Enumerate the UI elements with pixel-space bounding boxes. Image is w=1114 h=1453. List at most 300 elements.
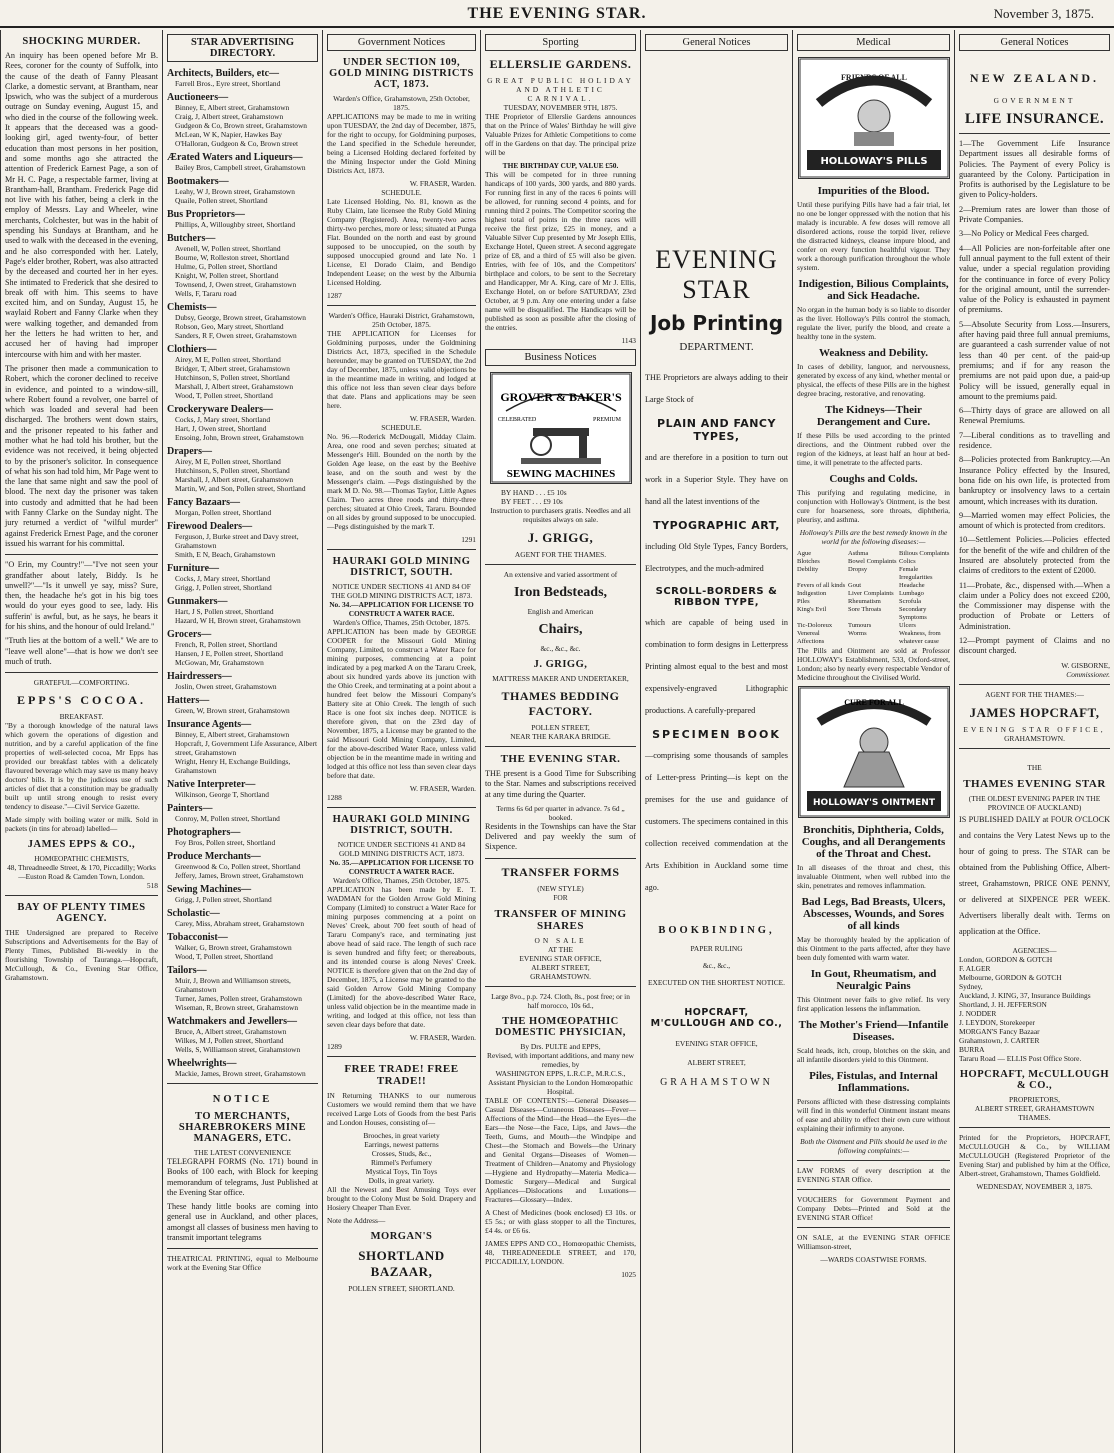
free-trade-text: IN Returning THANKS to our numerous Customers we would remind them that we have received Large Lots of Goods from the best Paris and London Houses, consisting of— [327, 1091, 476, 1127]
hopcraft-town: GRAHAMSTOWN [660, 1077, 773, 1088]
job-printing-title: Job Printing [649, 311, 784, 335]
impurities-text: Until these purifying Pills have had a fair trial, let no one be longer oppressed with the notion that his malady is incurable. A few doses will remove all disordered actions, rouse the torpid liver, relieve the distracted kidneys, cleanse impure blood, and confer on every function healthful vigour. They work a thorough purification throughout the whole system. [797, 200, 950, 272]
disease-item: Bilious Complaints [899, 550, 950, 557]
grigg-name: J. GRIGG, [527, 530, 594, 545]
column-3 [322, 30, 480, 1453]
free-trade-note: Note the Address— [327, 1216, 386, 1225]
directory-category: Gunmakers— [167, 596, 228, 607]
grigg-maker: MATTRESS MAKER AND UNDERTAKER, [492, 674, 629, 683]
insurance-item: 10—Settlement Policies.—Policies effected for the benefit of the wife and children of the Insured are absolutely protected from the claims of creditors to the extent of £2000. [959, 535, 1110, 576]
homoeopathic-author: WASHINGTON EPPS, L.R.C.P., M.R.C.S., [495, 1068, 626, 1078]
directory-entry: Ensoing, John, Brown street, Grahamstown [175, 433, 304, 442]
insurance-item: 6—Thirty days of grace are allowed on all Renewal Premiums. [959, 406, 1110, 426]
job-printing-text-5: —comprising some thousands of samples of Letter-press Printing—is kept on the premises for the use and guidance of customers. The specimens contained in this collection received commendation at the Arts Exhibition in Auckland some time ago. [645, 751, 788, 892]
directory-entry: Cocks, J, Mary street, Shortland [175, 574, 271, 583]
directory-category: Wheelwrights— [167, 1058, 237, 1069]
on-sale: ON SALE, at the EVENING STAR OFFICE Williamson-street, [797, 1233, 950, 1251]
mothers-friend-text: Scald heads, itch, croup, blotches on the skin, and all infantile disorders yield to this Ointment. [797, 1046, 950, 1064]
cocoa-subtitle: BREAKFAST. [59, 712, 104, 722]
gov-notice-2-sign: W. FRASER, Warden. [409, 414, 476, 423]
business-notices-header: Business Notices [485, 349, 636, 366]
directory-category: Tobacconist— [167, 932, 228, 943]
grigg-chairs: Chairs, [538, 622, 583, 637]
bronchitis-text: In all diseases of the throat and chest, this invaluable Ointment, when well rubbed into the skin, penetrates and removes inflammation. [797, 863, 950, 890]
directory-entry: McGowan, Mr, Grahamstown [175, 658, 264, 667]
insurance-item: 2—Premium rates are lower than those of Private Companies. [959, 204, 1110, 225]
insurance-item: 7—Liberal conditions as to travelling and residence. [959, 430, 1110, 451]
homoeopathic-title: THE HOMŒOPATHIC DOMESTIC PHYSICIAN, [495, 1015, 626, 1038]
bronchitis-title: Bronchitis, Diphtheria, Colds, Coughs, and all Derangements of the Throat and Chest. [801, 824, 946, 860]
schedule-1-label: SCHEDULE. [381, 188, 422, 197]
theatrical-printing: THEATRICAL PRINTING, equal to Melbourne work at the Evening Star Office [167, 1254, 318, 1273]
cocoa-tagline: GRATEFUL—COMFORTING. [33, 678, 130, 688]
insurance-item: 9—Married women may effect Policies, the amount of which is protected from creditors. [959, 510, 1110, 531]
agent-name: JAMES HOPCRAFT, [969, 704, 1100, 720]
disease-list [797, 550, 950, 646]
gov-notice-1-office: Warden's Office, Grahamstown, 25th October, 1875. [333, 94, 470, 112]
coughs-text: This purifying and regulating medicine, in conjunction with Holloway's Ointment, is the best cure for hoarseness, sore throats, diphtheria, pleurisy, and asthma. [797, 488, 950, 524]
pills-label: HOLLOWAY'S PILLS [819, 156, 928, 167]
directory-entry: Binney, E, Albert street, Grahamstown [175, 103, 290, 112]
directory-category: Drapers— [167, 446, 212, 457]
disease-item: Bowel Complaints [848, 558, 897, 565]
directory-entry: Wood, T, Pollen street, Shortland [175, 391, 273, 400]
disease-item: Sore Throats [848, 606, 882, 613]
column-1 [0, 30, 162, 1453]
agency-item: MORGAN'S Fancy Bazaar [959, 1026, 1040, 1036]
agencies-title: AGENCIES— [1012, 945, 1057, 955]
sewing-instructions: Instruction to purchasers gratis. Needles and all requisites always on sale. [490, 506, 631, 524]
directory-entry: Bruce, A, Albert street, Grahamstown [175, 1027, 287, 1036]
indigestion-text: No organ in the human body is so liable to disorder as the liver. Holloway's Pills control the stomach, regulate the liver, purify the blood, and create a healthy tone in the system. [797, 305, 950, 341]
disease-item: Female Irregularities [899, 566, 933, 581]
weakness-text: In cases of debility, languor, and nervousness, generated by excess of any kind, whether mental or physical, the effects of these Pills are in the highest degree bracing, restorative, and renovating. [797, 362, 950, 398]
hopcraft-office: EVENING STAR OFFICE, [675, 1039, 758, 1048]
disease-item: Rheumatism [848, 598, 881, 605]
sewing-machine-label-1: GROVER & BAKER'S [499, 390, 622, 404]
job-printing-scroll: SCROLL-BORDERS & RIBBON TYPE, [655, 586, 778, 608]
directory-entry: Conroy, M, Pollen street, Shortland [175, 814, 280, 823]
cocoa-title: EPPS'S COCOA. [16, 693, 146, 708]
directory-entry: Green, W, Brown street, Grahamstown [175, 706, 290, 715]
insurance-sign: W. GISBORNE, [1061, 660, 1110, 670]
gov-notice-1-sign: W. FRASER, Warden. [409, 179, 476, 188]
gov-notice-1-number: 1287 [327, 291, 342, 300]
disease-item: Weakness, from whatever cause [899, 630, 941, 645]
job-printing-plain: PLAIN AND FANCY TYPES, [657, 417, 776, 443]
directory-entry: Knight, W, Pollen street, Shortland [175, 271, 279, 280]
job-printing-dept: DEPARTMENT. [679, 341, 754, 353]
murder-paragraph-2: The prisoner then made a communication to Robert, which the coroner declined to receive in evidence, and pointed to a window-sill, where Robert found a revolver, one barrel of which was loaded and several had been discharged. The brothers went down stairs, and the prisoner repeated to his father and mother what he had told his brother, but the evidence was not received, it being objected to by the prisoner's solicitor. In consequence of what his son had told him, Mr Page went to the lane that same night and saw the pool of blood. The next day the prisoner was taken into custody and admitted that he had been with Fanny Clarke on the Sunday night. The jury returned a verdict of "wilful murder" against Frederick Ernest Page, and the coroner issued his warrant for his committal. [5, 363, 158, 548]
general-notices-header: General Notices [645, 34, 788, 51]
disease-item: Scrofula [899, 598, 922, 605]
disease-item: Tumours [848, 622, 872, 629]
directory-category: Native Interpreter— [167, 779, 256, 790]
directory-category: Furniture— [167, 563, 220, 574]
bop-title: BAY OF PLENTY TIMES AGENCY. [17, 902, 146, 925]
free-trade-text-2: All the Newest and Best Amusing Toys ever brought to the Colony Must be Sold. Drapery and Hosiery Cheaper Than Ever. [327, 1185, 476, 1212]
disease-item: Blotches [797, 558, 820, 565]
directory-entry: Mackie, James, Brown street, Grahamstown [175, 1069, 306, 1078]
gov-notice-3-title: HAURAKI GOLD MINING DISTRICT, SOUTH. [332, 556, 471, 578]
directory-entry: Robson, Geo, Mary street, Shortland [175, 322, 284, 331]
directory-entry: Jeffery, James, Brown street, Grahamstown [175, 871, 304, 880]
grigg-agent: AGENT FOR THE THAMES. [514, 550, 607, 559]
job-printing-typo: TYPOGRAPHIC ART, [653, 519, 780, 532]
directory-entry: Greenwood & Co, Pollen street, Shortland [175, 862, 301, 871]
gov-notice-1-schedule: Late Licensed Holding, No. 81, known as the Ruby Claim, late licensee the Ruby Gold Mining Company (Registered). Area, twenty-two acres thirty-two perches, more or less; situated at Punga Flat. Bounded on the north and east by ground supposed to be unoccupied, on the south by supposed unoccupied ground and late No. 1 License, El Dorado Claim, and Bendigo Independent Lease; on the west by the Alburnia Licensed Holding. [327, 197, 476, 287]
disease-item: Venereal Affections [797, 630, 825, 645]
transfer-forms-sale: ON SALE [534, 935, 587, 945]
directory-category: Grocers— [167, 629, 212, 640]
column-4 [480, 30, 640, 1453]
ellerslie-date: TUESDAY, NOVEMBER 9TH, 1875. [503, 103, 618, 112]
transfer-forms-street: ALBERT STREET, [531, 962, 590, 972]
ointment-label: HOLLOWAY'S OINTMENT [812, 798, 935, 808]
hopcraft-street: ALBERT STREET, [687, 1058, 746, 1067]
directory-entry: Foy Bros, Pollen street, Shortland [175, 838, 276, 847]
transfer-forms-for: FOR [553, 892, 568, 902]
life-insurance-title: LIFE INSURANCE. [964, 111, 1105, 127]
gov-notices-header: Government Notices [327, 34, 476, 51]
cocoa-firm-sub: HOMŒOPATHIC CHEMISTS, [34, 854, 129, 864]
directory-entry: Bailey Bros, Campbell street, Grahamstown [175, 163, 306, 172]
gov-notice-2-text: THE APPLICATION for Licenses for Goldmining purposes, under the Goldmining Districts Act, 1873, specified in the Schedule hereunder, may be granted on TUESDAY, the 2nd day of December, 1875, unless valid objections be in the meantime made in writing, and lodged at this office not less than seven clear days before that date. Plans and applications may be seen here. [327, 329, 476, 410]
directory-entry: Hutchinson, S, Pollen street, Shortland [175, 466, 290, 475]
job-printing-text-4: which are capable of being used in combination to form designs in Letterpress Printing almost equal to the best and most expensively-engraved Lithographic productions. A carefully-prepared [645, 618, 788, 715]
homoeopathic-contents: TABLE OF CONTENTS:—General Diseases—Casual Diseases—Cutaneous Diseases—Fever—Affections of the Mind—the Head—the Eyes—the Ears—the Nose—the Face, Lips, and Jaws—the Teeth, Gums, and Mouth—the Windpipe and Chest—the Stomach and Bowels—the Urinary and Genital Organs—Diseases of Women—Treatment of Children—Anatomy and Physiology—Hygiene and Hydropathy—Materia Medica—Domestic Surgery—Medical and Surgical Appliances—Dislocations and Luxations—Fractures—Glossary—Index. [485, 1095, 636, 1204]
directory-header: STAR ADVERTISING DIRECTORY. [167, 34, 318, 62]
insurance-item: 5—Absolute Security from Loss.—Insurers, after having paid three full annual premiums, are guaranteed a cash surrender value of not less than 40 per cent. of the paid-up premiums; and if for any reason the premiums are not paid upon due, a paid-up Policy will be issued, generally equal in amount to the premiums paid. [959, 319, 1110, 401]
directory-category: Architects, Builders, etc— [167, 68, 280, 79]
directory-entry: Hart, J S, Pollen street, Shortland [175, 607, 274, 616]
newspaper-title: THE EVENING STAR. [467, 5, 647, 22]
notice-title: NOTICE [212, 1094, 273, 1105]
directory-category: Photographers— [167, 827, 241, 838]
directory-entry: Phillips, A, Willoughby street, Shortland [175, 220, 296, 229]
insurance-item: 1—The Government Life Insurance Department issues all desirable forms of Policies. The Payment of every Policy is guaranteed by the Colony. Participation in Profits is authorised by the Legislature to be given to Policy-holders. [959, 139, 1110, 200]
grigg-assortment: An extensive and varied assortment of [503, 570, 618, 579]
sewing-machine-label-2: SEWING MACHINES [506, 468, 615, 480]
bad-legs-text: May be thoroughly healed by the application of this Ointment to the parts affected, after they have been duly fomented with warm water. [797, 935, 950, 962]
disease-item: Indigestion [797, 590, 827, 597]
homoeopathic-by: By Drs. PULTE and EPPS, [520, 1041, 601, 1051]
gout-title: In Gout, Rheumatism, and Neuralgic Pains [810, 968, 937, 992]
directory-entry: Turner, James, Pollen street, Grahamstown [175, 994, 302, 1003]
insurance-commissioner: Commissioner. [1066, 669, 1110, 679]
directory-entry: Bourne, W, Rolleston street, Shortland [175, 253, 289, 262]
disease-item: Gout [848, 582, 861, 589]
notice-latest: THE LATEST CONVENIENCE [193, 1148, 292, 1157]
advertising-directory [167, 68, 318, 1078]
disease-item: Headache [899, 582, 925, 589]
grigg-name-2: J. GRIGG, [533, 659, 588, 670]
directory-entry: Hazard, W H, Brown street, Grahamstown [175, 616, 301, 625]
vouchers: VOUCHERS for Government Payment and Company Debts—Printed and Sold at the EVENING STAR Office! [797, 1195, 950, 1222]
disease-item: Secondary Symptoms [899, 606, 927, 621]
nz-title: NEW ZEALAND. [969, 71, 1100, 85]
thames-the: THE [1027, 762, 1042, 772]
homoeopathic-assistant: Assistant Physician to the London Homœopathic Hospital. [488, 1077, 633, 1096]
agent-office: EVENING STAR OFFICE, [963, 724, 1106, 734]
weakness-title: Weakness and Debility. [818, 347, 929, 359]
column-7 [954, 30, 1114, 1453]
sporting-header: Sporting [485, 34, 636, 51]
directory-entry: McLean, W K, Napier, Hawkes Bay [175, 130, 282, 139]
directory-entry: Quaile, Pollen street, Shortland [175, 196, 268, 205]
free-trade-item: Earrings, newest patterns [364, 1140, 439, 1149]
gov-notice-3-office: Warden's Office, Thames, 25th October, 1875. [332, 618, 471, 627]
directory-category: Fancy Bazaars— [167, 497, 241, 508]
directory-entry: Grigg, J, Pollen street, Shortland [175, 895, 272, 904]
gov-notice-4-sign: W. FRASER, Warden. [409, 1033, 476, 1042]
free-trade-item: Brooches, in great variety [363, 1131, 440, 1140]
gov-notice-3-sign: W. FRASER, Warden. [409, 784, 476, 793]
column-6 [792, 30, 954, 1453]
insurance-item: 8—Policies protected from Bankruptcy.—An Insurance Policy effected by the Insured, bona fide on his own life, is protected from bankruptcy or insolvency laws to a certain amount, which increases with its duration. [959, 455, 1110, 506]
grigg-near: NEAR THE KARAKA BRIDGE. [510, 732, 611, 741]
directory-entry: Marshall, J, Albert street, Grahamstown [175, 475, 294, 484]
directory-entry: Craig, J, Albert street, Grahamstown [175, 112, 284, 121]
schedule-2-label: SCHEDULE. [381, 423, 422, 432]
directory-category: Clothiers— [167, 344, 217, 355]
holloways-ointment-illustration [798, 686, 950, 818]
holloways-pills-illustration [798, 57, 950, 179]
directory-entry: Leahy, W J, Brown street, Grahamstown [175, 187, 295, 196]
gov-notice-4-sub: NOTICE UNDER SECTIONS 41 AND 84 GOLD MINING DISTRICTS ACT, 1873. [337, 840, 466, 858]
free-trade-bazaar: SHORTLAND BAZAAR, [358, 1248, 445, 1279]
job-printing-text-3: including Old Style Types, Fancy Borders, Electrotypes, and the much-admired [645, 542, 788, 573]
directory-entry: Wiseman, R, Brown street, Grahamstown [175, 1003, 299, 1012]
transfer-forms-shares: TRANSFER OF MINING SHARES [494, 907, 627, 932]
homoeopathic-intro: Large 8vo., p.p. 724. Cloth, 8s., post free; or in half morocco, 10s 6d., [491, 991, 630, 1010]
grigg-iron: Iron Bedsteads, [513, 585, 608, 600]
best-remedy-intro: Holloway's Pills are the best remedy known in the world for the following diseases:— [799, 528, 948, 546]
anecdote-truth: "Truth lies at the bottom of a well." We are to "leave well alone"—that is how we don't see much of truth. [5, 636, 158, 666]
ellerslie-cup: THE BIRTHDAY CUP, VALUE £50. [502, 161, 619, 170]
ellerslie-subtitle: GREAT PUBLIC HOLIDAY AND ATHLETIC CARNIVAL. [487, 76, 634, 103]
free-trade-item: Mystical Toys, Tin Toys [365, 1167, 438, 1176]
thames-star-text: IS PUBLISHED DAILY at FOUR O'CLOCK and contains the Very Latest News up to the hour of going to press. The STAR can be obtained from the Publishing Office, Albert-street, Grahamstown, PRICE ONE PENNY, or delivered at SIXPENCE PER WEEK. Advertisers liberally dealt with. Terms on application at the Office. [959, 814, 1110, 936]
directory-entry: Grigg, J, Pollen street, Shortland [175, 583, 272, 592]
murder-paragraph-1: An inquiry has been opened before Mr B. Rees, coroner for the county of Suffolk, into the cause of the death of Fanny Pleasant Clarke, a domestic servant, at Brantham, near Ipswich, who was the subject of a murderous outrage on Sunday evening, August 15, and who died in the course of the following week. It appears that the deceased was a good-looking girl, aged twenty-four, of better education than most persons in her position, and some months ago she attracted the attention of Frederick Earnest Page, a son of Mr H. C. Page, a respectable farmer, living at Brantham-hall, Brantham. Frederick Page did not live with his father, being a clerk in the employ of Messrs. Lay and Wheeler, wine merchants, Colchester, but was in the habit of spending his Sundays at Brantham, and he used to walk with the deceased in the evening, and he also corresponded with her. Lately, Page's elder brother, Robert, was also attracted by the deceased and courted her in her eyes. She intimated to Frederick that she desired to break off with him. This seems to have excited him, and on Sunday, August 15, he waylaid Robert and Fanny Clarke when they were walking together, and demanded from her the letters he had written to her, and accused her of having had improper intercourse with him and with her master. [5, 51, 159, 359]
grigg-street: POLLEN STREET, [531, 723, 590, 732]
agency-item: Melbourne, GORDON & GOTCH [959, 972, 1062, 982]
cocoa-address: 48, Threadneedle Street, & 170, Piccadilly; Works—Euston Road & Camden Town, London. [7, 863, 156, 882]
agency-item: J. LEYDON, Storekeeper [959, 1017, 1035, 1027]
issue-date: November 3, 1875. [993, 6, 1094, 21]
directory-entry: Farrell Bros., Eyre street, Shortland [175, 79, 281, 88]
directory-entry: French, R, Pollen street, Shortland [175, 640, 278, 649]
indigestion-title: Indigestion, Bilious Complaints, and Sick Headache. [798, 278, 949, 302]
directory-entry: Townsend, J, Owen street, Grahamstown [175, 280, 297, 289]
transfer-forms-office: EVENING STAR OFFICE, [519, 953, 602, 963]
gov-notice-1-title: UNDER SECTION 109, GOLD MINING DISTRICTS ACT, 1873. [329, 57, 474, 90]
gov-notice-2-number: 1291 [461, 535, 476, 544]
ellerslie-number: 1143 [621, 336, 636, 345]
disease-item: Asthma [848, 550, 869, 557]
coughs-title: Coughs and Colds. [829, 473, 918, 485]
agency-item: Shortland, J. H. JEFFERSON [959, 999, 1047, 1009]
directory-entry: Carey, Miss, Abraham street, Grahamstown [175, 919, 305, 928]
agency-item: Tararu Road — ELLIS Post Office Store. [959, 1053, 1082, 1063]
directory-category: Painters— [167, 803, 213, 814]
sewing-price-hand: BY HAND . . . £5 10s [501, 488, 567, 497]
directory-entry: Gudgeon & Co, Brown street, Grahamstown [175, 121, 307, 130]
ointment-banner-text: CURE FOR ALL [843, 698, 904, 707]
gov-notice-4-text: APPLICATION has been made by E. T. WADMAN for the Golden Arrow Gold Mining Company (Limited) to construct a Water Race for mining purposes commencing at a point on Neves' Creek, about 700 feet south of head of Tararu Company's race, and terminating just above head of said race. The length of such race is seven hundred and fifty feet; or thereabouts, and its intended course is along Neves' Creek. NOTICE is therefore given that on the 2nd day of December, 1875, a License may be granted to the said Golden Arrow Gold Mining Company (Limited) for the above-described Water Race, unless valid objection be in the meantime made in writing, and lodged at this office, not less than seven clear days before that date. [327, 885, 476, 1029]
directory-entry: Airey, M E, Pollen street, Shortland [175, 457, 281, 466]
job-printing-specimen: SPECIMEN BOOK [652, 728, 781, 741]
murder-headline: SHOCKING MURDER. [22, 36, 141, 47]
agency-item: London, GORDON & GOTCH [959, 954, 1053, 964]
directory-category: Tailors— [167, 965, 207, 976]
directory-category: Watchmakers and Jewellers— [167, 1016, 297, 1027]
directory-entry: Cocks, J, Mary street, Shortland [175, 415, 271, 424]
disease-item: Piles [797, 598, 810, 605]
free-trade-item: Rimmel's Perfumery [370, 1158, 433, 1167]
bookbinding-executed: EXECUTED ON THE SHORTEST NOTICE. [647, 978, 786, 987]
homoeopathic-number: 1025 [621, 1269, 636, 1279]
disease-item: King's Evil [797, 606, 827, 613]
agency-item: Grahamstown, J. CARTER [959, 1035, 1040, 1045]
publisher-firm: HOPCRAFT, McCULLOUGH & CO., [959, 1068, 1110, 1091]
homoeopathic-chest: A Chest of Medicines (book enclosed) £3 10s. or £5 5s.; or with glass stopper to all the Tinctures, £4 4s. or £6 6s. [485, 1207, 636, 1235]
pills-banner-text: FRIENDS OF ALL [840, 73, 907, 82]
job-printing-text-2: and are therefore in a position to turn out work in a Superior Style. They have on hand all the latest inventions of the [645, 453, 788, 506]
notice-text: TELEGRAPH FORMS (No. 171) bound in Books of 100 each, with Block for keeping memorandum of telegrams, Just Published at the Evening Star office. [167, 1157, 318, 1197]
disease-item: Ague [797, 550, 812, 557]
directory-entry: Hansen, J E, Pollen street, Shortland [175, 649, 283, 658]
kidneys-text: If these Pills be used according to the printed directions, and the Ointment rubbed over the region of the kidneys, at least half an hour at bed-time, it will penetrate to the affected parts. [797, 431, 950, 467]
disease-item: Ulcers [899, 622, 916, 629]
directory-entry: Ferguson, J, Burke street and Davy street, Grahamstown [175, 532, 299, 550]
hopcraft-firm: HOPCRAFT, M'CULLOUGH AND CO., [650, 1007, 783, 1029]
agency-item: F. ALGER [959, 963, 991, 973]
sewing-machine-celebrated: CELEBRATED [497, 417, 536, 423]
gov-notice-4-office: Warden's Office, Thames, 25th October, 1875. [332, 876, 471, 885]
free-trade-firm: MORGAN'S [370, 1231, 433, 1242]
agent-label: AGENT FOR THE THAMES:— [985, 689, 1084, 699]
publisher-proprietors: PROPRIETORS, [1009, 1094, 1060, 1104]
directory-entry: Dubsy, George, Brown street, Grahamstown [175, 313, 306, 322]
directory-entry: Smith, E N, Beach, Grahamstown [175, 550, 276, 559]
directory-entry: Marshall, J, Albert street, Grahamstown [175, 382, 294, 391]
directory-entry: Joslin, Owen street, Grahamstown [175, 682, 277, 691]
directory-entry: Wells, S, Williamson street, Grahamstown [175, 1045, 301, 1054]
directory-entry: Wright, Henry H, Exchange Buildings, Grahamstown [175, 757, 291, 775]
directory-category: Sewing Machines— [167, 884, 252, 895]
directory-entry: Bridger, T, Albert street, Grahamstown [175, 364, 290, 373]
sold-text: The Pills and Ointment are sold at Professor HOLLOWAY's Establishment, 533, Oxford-street, London; also by nearly every respectable Vendor of Medicine throughout the Civilised World. [797, 646, 950, 682]
gov-notice-4-title: HAURAKI GOLD MINING DISTRICT, SOUTH. [332, 814, 471, 836]
cocoa-text: "By a thorough knowledge of the natural laws which govern the operations of digestion and nutrition, and by a careful application of the fine properties of well-selected cocoa, Mr Epps has provided our breakfast tables with a delicately flavoured beverage which may save us many heavy doctors' bills. It is by the judicious use of such articles of diet that a constitution may be gradually built up until strong enough to resist every tendency to disease."—Civil Service Gazette. [5, 721, 158, 812]
transfer-forms-town: GRAHAMSTOWN. [530, 971, 591, 981]
directory-category: Ærated Waters and Liqueurs— [167, 152, 303, 163]
directory-category: Firewood Dealers— [167, 521, 253, 532]
cocoa-made: Made simply with boiling water or milk. Sold in packets (in tins for abroad) labelled— [5, 815, 158, 834]
insurance-item: 12—Prompt payment of Claims and no discount charged. [959, 636, 1110, 656]
gout-text: This Ointment never fails to give relief. Its very first application lessens the inflammation. [797, 995, 950, 1013]
agencies-list [959, 955, 1110, 1063]
directory-category: Bus Proprietors— [167, 209, 245, 220]
disease-item: Dropsy [848, 566, 868, 573]
directory-entry: Martin, W, and Son, Pollen street, Shortland [175, 484, 306, 493]
piles-title: Piles, Fistulas, and Internal Inflammations. [809, 1070, 938, 1094]
disease-item: Debility [797, 566, 819, 573]
imprint: Printed for the Proprietors, HOPCRAFT, McCULLOUGH & Co., by WILLIAM McCULLOUGH (Registered Proprietor of the Evening Star) and published by him at the Office, Albert-street, Grahamstown, Thames Goldfield. [959, 1132, 1110, 1178]
free-trade-list [327, 1131, 476, 1185]
free-trade-title: FREE TRADE! FREE TRADE!! [344, 1063, 459, 1087]
insurance-item: 11—Probate, &c., dispensed with.—When a claim under a Policy does not exceed £200, the Commissioner may dispense with the production of Probate or Letters of Administration. [959, 580, 1110, 631]
bookbinding-title: BOOKBINDING, [658, 925, 775, 936]
directory-entry: Avenell, W, Pollen street, Shortland [175, 244, 281, 253]
directory-category: Insurance Agents— [167, 719, 252, 730]
insurance-item: 3—No Policy or Medical Fees charged. [959, 229, 1089, 239]
directory-category: Hatters— [167, 695, 210, 706]
cocoa-ad-number: 518 [146, 881, 158, 891]
insurance-items [959, 139, 1110, 657]
directory-category: Hairdressers— [167, 671, 232, 682]
es-sub-terms: Terms 6s 6d per quarter in advance. 7s 6d „ booked. [496, 803, 625, 822]
gov-notice-3-sub: NOTICE UNDER SECTIONS 41 AND 84 OF THE GOLD MINING DISTRICTS ACT, 1873. [330, 582, 473, 600]
general-notices-header-2: General Notices [959, 34, 1110, 51]
insurance-item: 4—All Policies are non-forfeitable after one full annual payment to the full extent of their value, under a special regulation providing for the continuance in force of every Policy for the original amount, until the surrender-value of the Policy is exhausted in payment of premiums. [959, 243, 1110, 315]
job-printing-star: EVENING STAR [655, 245, 778, 304]
directory-category: Produce Merchants— [167, 851, 261, 862]
es-sub-title: THE EVENING STAR. [500, 753, 621, 765]
directory-entry: Morgan, Pollen street, Shortland [175, 508, 272, 517]
column-2 [162, 30, 322, 1453]
notice-subtitle: TO MERCHANTS, SHAREBROKERS MINE MANAGERS, ETC. [178, 1111, 307, 1144]
gov-label: GOVERNMENT [993, 96, 1076, 105]
gov-notice-1-text: APPLICATIONS may be made to me in writing upon TUESDAY, the 2nd day of December, 1875, for the right to occupy, for Goldmining purposes, the Land specified in the Schedule hereunder, being a Licensed Holding declared forfeited by the Mining Inspector under the Gold Mining Districts Act, 1873. [327, 112, 476, 175]
gov-notice-4-number: 1289 [327, 1042, 342, 1051]
homoeopathic-firm: JAMES EPPS AND CO., Homœopathic Chemists, 48, THREADNEEDLE STREET, and 170, PICCADILLY, LONDON. [485, 1238, 636, 1266]
thames-star-subtitle: (THE OLDEST EVENING PAPER IN THE PROVINCE OF AUCKLAND) [968, 793, 1101, 812]
mothers-friend-title: The Mother's Friend—Infantile Diseases. [798, 1019, 949, 1043]
gov-notice-3-number: 1288 [327, 793, 342, 802]
directory-entry: Muir, J, Brown and Williamson streets, Grahamstown [175, 976, 291, 994]
gov-notice-3-text: APPLICATION has been made by GEORGE COOPER for the Missouri Gold Mining Company, Limited, to construct a Water Race for mining purposes, commencing at a point indicated by a peg marked A on the Tararu Creek, about six hundred yards above its junction with the Ohio Creek, and terminating at a point about a hundred feet below the Missouri Company's Battery site at Ohio Creek. The length of such Race is one foot six inches deep. NOTICE is therefore given, that on the 23rd day of November, 1875, a License may be granted to the said Missouri Gold Mining Company, Limited, for the above-described Water Race, unless valid objection be in the meantime made in writing and lodged at this office not less than seven clear days before that date. [327, 627, 476, 780]
sewing-price-feet: BY FEET . . . £9 10s [501, 497, 563, 506]
directory-entry: Sanders, R F, Owen street, Grahamstown [175, 331, 297, 340]
transfer-forms-at: AT THE [548, 944, 573, 954]
agency-item: BURRA [959, 1044, 985, 1054]
disease-item: Liver Complaints [848, 590, 894, 597]
transfer-forms-style: (NEW STYLE) [537, 883, 584, 893]
disease-item: Colics [899, 558, 916, 565]
sewing-machine-premium: PREMIUM [592, 417, 621, 423]
directory-category: Crockeryware Dealers— [167, 404, 273, 415]
both-remedy-intro: Both the Ointment and Pills should be used in the following complaints:— [800, 1137, 947, 1155]
column-5 [640, 30, 792, 1453]
disease-item: Worms [848, 630, 867, 637]
thames-star-title: THAMES EVENING STAR [963, 777, 1106, 790]
gov-notice-4-no: No. 35.—APPLICATION FOR LICENSE TO CONSTRUCT A WATER RACE. [329, 858, 474, 876]
bookbinding-ruling: PAPER RULING [690, 944, 743, 953]
disease-item: Tic-Doloreux [797, 622, 833, 629]
medical-header: Medical [797, 34, 950, 51]
directory-entry: Wilkes, M J, Pollen street, Shortland [175, 1036, 284, 1045]
grigg-etc: &c., &c., &c. [540, 644, 581, 653]
wards-forms: —WARDS COASTWISE FORMS. [820, 1255, 927, 1264]
directory-entry: Wells, F, Tararu road [175, 289, 237, 298]
agency-item: Auckland, J. KING, 37, Insurance Buildings [959, 990, 1091, 1000]
cocoa-firm: JAMES EPPS & CO., [27, 839, 136, 851]
publisher-address: ALBERT STREET, GRAHAMSTOWN THAMES. [974, 1103, 1095, 1122]
imprint-date: WEDNESDAY, NOVEMBER 3, 1875. [976, 1181, 1093, 1191]
